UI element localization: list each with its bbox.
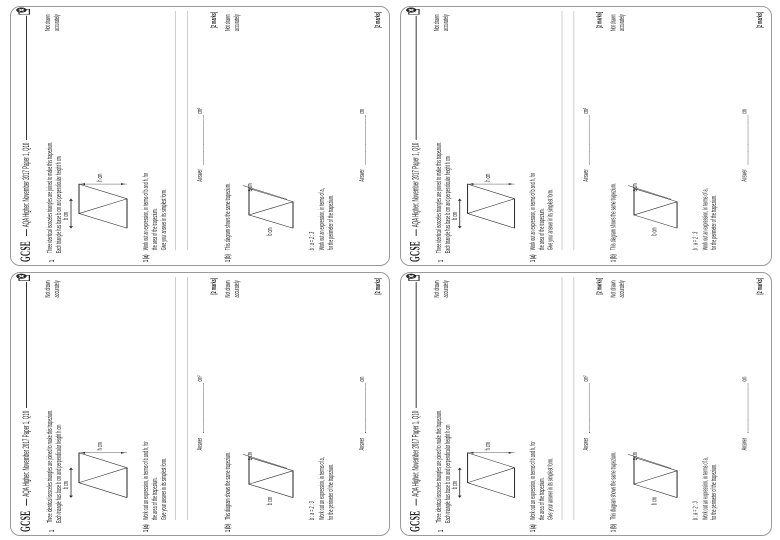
answer-line-b[interactable] <box>365 383 366 433</box>
answer-line-a[interactable] <box>203 383 204 433</box>
worksheet-header <box>407 16 425 262</box>
working-line <box>175 277 176 520</box>
header-rule <box>26 16 27 140</box>
working-line <box>573 277 574 520</box>
part-b-line-1: This diagram shows the same trapezium. <box>223 183 232 251</box>
card-content <box>11 5 391 265</box>
not-drawn-note: Not drawn accurately <box>432 14 450 32</box>
unit-length: cm <box>739 376 749 382</box>
x-logo-icon <box>15 273 31 281</box>
intro-line-1: Three identical isosceles triangles are joined to make this trapezium. <box>434 141 444 254</box>
unit-area: cm² <box>581 107 590 114</box>
header-dash <box>415 229 416 236</box>
part-a-marks: [2 marks] <box>209 277 218 295</box>
header-dash <box>415 499 416 506</box>
answer-label-b: Answer <box>357 169 366 182</box>
unit-length: cm <box>357 109 366 114</box>
answer-label-a: Answer <box>195 169 204 182</box>
label-b-cm: b cm <box>61 211 70 220</box>
unit-area: cm² <box>195 375 204 382</box>
intro-line-2: Each triangle has base b cm and perpendicular height h cm <box>443 156 452 254</box>
intro-line-2: Each triangle has base b cm and perpendicular height h cm <box>443 424 452 524</box>
label-a-cm: a cm <box>245 183 254 192</box>
part-b-number: 1 (b) <box>223 524 232 533</box>
label-h-cm: h cm <box>95 442 104 451</box>
part-b-line-3: for the perimeter of the trapezium. <box>326 194 335 251</box>
header-rule <box>415 16 416 140</box>
intro-line-1: Three identical isosceles triangles are joined to make this trapezium. <box>45 141 54 254</box>
label-h-cm: h cm <box>483 173 493 182</box>
not-drawn-note: Not drawn accurately <box>432 280 450 298</box>
intro-line-2: Each triangle has base b cm and perpendicular height h cm <box>54 424 63 524</box>
answer-label-a: Answer <box>195 437 204 451</box>
worksheet-card-top-left <box>10 6 390 266</box>
ratio-condition: b : a = 2 : 3 <box>690 501 700 521</box>
working-line <box>187 11 188 250</box>
part-a-number: 1 (a) <box>141 254 150 263</box>
working-line <box>175 11 176 250</box>
ratio-condition: b : a = 2 : 3 <box>307 231 316 251</box>
unit-area: cm² <box>581 375 590 382</box>
part-a-line-3: Give your answer in its simplest form. <box>545 457 555 521</box>
part-a-line-2: the area of the trapezium. <box>537 208 546 251</box>
label-a-cm: a cm <box>630 183 639 192</box>
card-content <box>11 271 391 535</box>
worksheet-card-bottom-right <box>400 272 772 536</box>
ratio-condition: b : a = 2 : 3 <box>307 501 316 521</box>
ratio-condition: b : a = 2 : 3 <box>690 231 700 251</box>
answer-label-b: Answer <box>739 437 749 451</box>
worksheet-card-bottom-left <box>10 272 390 536</box>
label-b-cm-b: b cm <box>649 227 659 236</box>
card-body <box>400 6 772 266</box>
part-b-line-2: Work out an expression, in terms of a, <box>700 457 710 521</box>
intro-line-1: Three identical isosceles triangles are joined to make this trapezium. <box>434 409 444 524</box>
part-b-line-3: for the perimeter of the trapezium. <box>709 463 719 521</box>
source-label: AQA Higher: November 2017 Paper 1, Q10 <box>410 410 421 497</box>
x-logo-icon <box>405 7 421 15</box>
answer-line-b[interactable] <box>365 115 366 164</box>
not-drawn-note: Not drawn accurately <box>43 280 61 298</box>
card-body <box>400 272 772 536</box>
answer-label-b: Answer <box>357 437 366 451</box>
answer-line-a[interactable] <box>589 115 590 164</box>
part-b-number: 1 (b) <box>608 254 618 263</box>
source-label: AQA Higher: November 2017 Paper 1, Q10 <box>21 410 31 497</box>
part-a-line-1: Work out an expression, in terms of b and h, for <box>528 172 538 251</box>
part-b-marks: [2 marks] <box>373 11 382 29</box>
answer-line-a[interactable] <box>203 115 204 164</box>
gcse-logo: GCSE <box>17 241 34 263</box>
source-label: AQA Higher: November 2017 Paper 1, Q10 <box>21 142 31 228</box>
part-a-line-3: Give your answer in its simplest form. <box>545 189 555 251</box>
label-b-cm: b cm <box>449 211 459 220</box>
part-b-line-1: This diagram shows the same trapezium. <box>608 451 618 521</box>
part-a-line-2: the area of the trapezium. <box>150 208 159 251</box>
answer-line-b[interactable] <box>748 383 749 433</box>
part-b-line-3: for the perimeter of the trapezium. <box>326 463 335 521</box>
working-line <box>562 277 563 520</box>
card-body <box>10 272 390 536</box>
question-number: 1 <box>436 529 446 533</box>
worksheet-header <box>17 282 35 532</box>
not-drawn-note-b: Not drawn accurately <box>608 14 627 32</box>
not-drawn-note-b: Not drawn accurately <box>223 14 241 32</box>
label-b-cm-b: b cm <box>649 497 659 506</box>
x-logo-icon <box>405 273 421 281</box>
header-rule <box>415 282 416 408</box>
gcse-logo: GCSE <box>407 510 424 533</box>
answer-line-a[interactable] <box>589 383 590 433</box>
source-label: AQA Higher: November 2017 Paper 1, Q10 <box>410 142 421 228</box>
part-a-number: 1 (a) <box>141 524 150 533</box>
part-b-marks: [2 marks] <box>755 11 765 29</box>
card-content <box>401 271 773 535</box>
part-a-line-1: Work out an expression, in terms of b and h, for <box>141 441 150 521</box>
part-a-marks: [2 marks] <box>594 277 604 295</box>
gcse-logo: GCSE <box>407 241 424 263</box>
part-b-number: 1 (b) <box>223 254 232 263</box>
part-a-line-2: the area of the trapezium. <box>150 477 159 521</box>
question-number: 1 <box>47 529 56 533</box>
part-a-line-2: the area of the trapezium. <box>537 477 546 521</box>
label-b-cm-b: b cm <box>265 497 274 506</box>
label-h-cm: h cm <box>483 442 493 451</box>
not-drawn-note-b: Not drawn accurately <box>608 280 627 298</box>
intro-line-2: Each triangle has base b cm and perpendicular height h cm <box>54 156 63 254</box>
question-number: 1 <box>47 260 56 263</box>
part-b-marks: [2 marks] <box>755 277 765 295</box>
header-rule <box>26 282 27 408</box>
part-a-line-3: Give your answer in its simplest form. <box>159 457 168 521</box>
card-content <box>401 5 773 265</box>
part-b-line-1: This diagram shows the same trapezium. <box>223 451 232 521</box>
question-number: 1 <box>436 260 446 263</box>
worksheet-card-top-right <box>400 6 772 266</box>
part-b-marks: [2 marks] <box>373 277 382 295</box>
working-line <box>562 11 563 250</box>
part-a-line-3: Give your answer in its simplest form. <box>159 189 168 251</box>
part-b-line-2: Work out an expression, in terms of a, <box>700 188 710 251</box>
part-a-marks: [2 marks] <box>594 11 604 29</box>
header-dash <box>26 229 27 236</box>
label-a-cm: a cm <box>630 452 639 461</box>
working-line <box>573 11 574 250</box>
answer-line-b[interactable] <box>748 115 749 164</box>
not-drawn-note: Not drawn accurately <box>43 14 61 32</box>
unit-area: cm² <box>195 107 204 114</box>
trapezium-figure-b <box>237 440 297 500</box>
label-h-cm: h cm <box>95 173 104 182</box>
label-b-cm-b: b cm <box>265 227 274 236</box>
part-a-number: 1 (a) <box>528 524 538 533</box>
header-dash <box>26 499 27 506</box>
unit-length: cm <box>357 376 366 382</box>
label-a-cm: a cm <box>245 452 254 461</box>
not-drawn-note-b: Not drawn accurately <box>223 280 241 298</box>
gcse-logo: GCSE <box>17 510 34 533</box>
label-b-cm: b cm <box>449 481 459 490</box>
working-line <box>187 277 188 520</box>
trapezium-figure-b <box>237 172 297 231</box>
part-b-number: 1 (b) <box>608 524 618 533</box>
intro-line-1: Three identical isosceles triangles are joined to make this trapezium. <box>45 409 54 524</box>
worksheet-header <box>17 16 35 262</box>
answer-label-a: Answer <box>581 437 590 451</box>
label-b-cm: b cm <box>61 481 70 490</box>
part-b-line-3: for the perimeter of the trapezium. <box>709 194 719 251</box>
answer-label-a: Answer <box>581 169 590 182</box>
part-b-line-2: Work out an expression, in terms of a, <box>317 457 326 521</box>
part-a-number: 1 (a) <box>528 254 538 263</box>
trapezium-figure-b <box>622 172 681 231</box>
part-a-marks: [2 marks] <box>209 11 218 29</box>
part-a-line-1: Work out an expression, in terms of b and h, for <box>141 172 150 251</box>
answer-label-b: Answer <box>739 169 749 182</box>
part-b-line-1: This diagram shows the same trapezium. <box>608 183 618 251</box>
part-a-line-1: Work out an expression, in terms of b and h, for <box>528 441 538 521</box>
trapezium-figure-b <box>622 440 681 500</box>
x-logo-icon <box>15 7 31 15</box>
unit-length: cm <box>739 109 749 114</box>
part-b-line-2: Work out an expression, in terms of a, <box>317 188 326 251</box>
card-body <box>10 6 390 266</box>
worksheet-header <box>407 282 425 532</box>
